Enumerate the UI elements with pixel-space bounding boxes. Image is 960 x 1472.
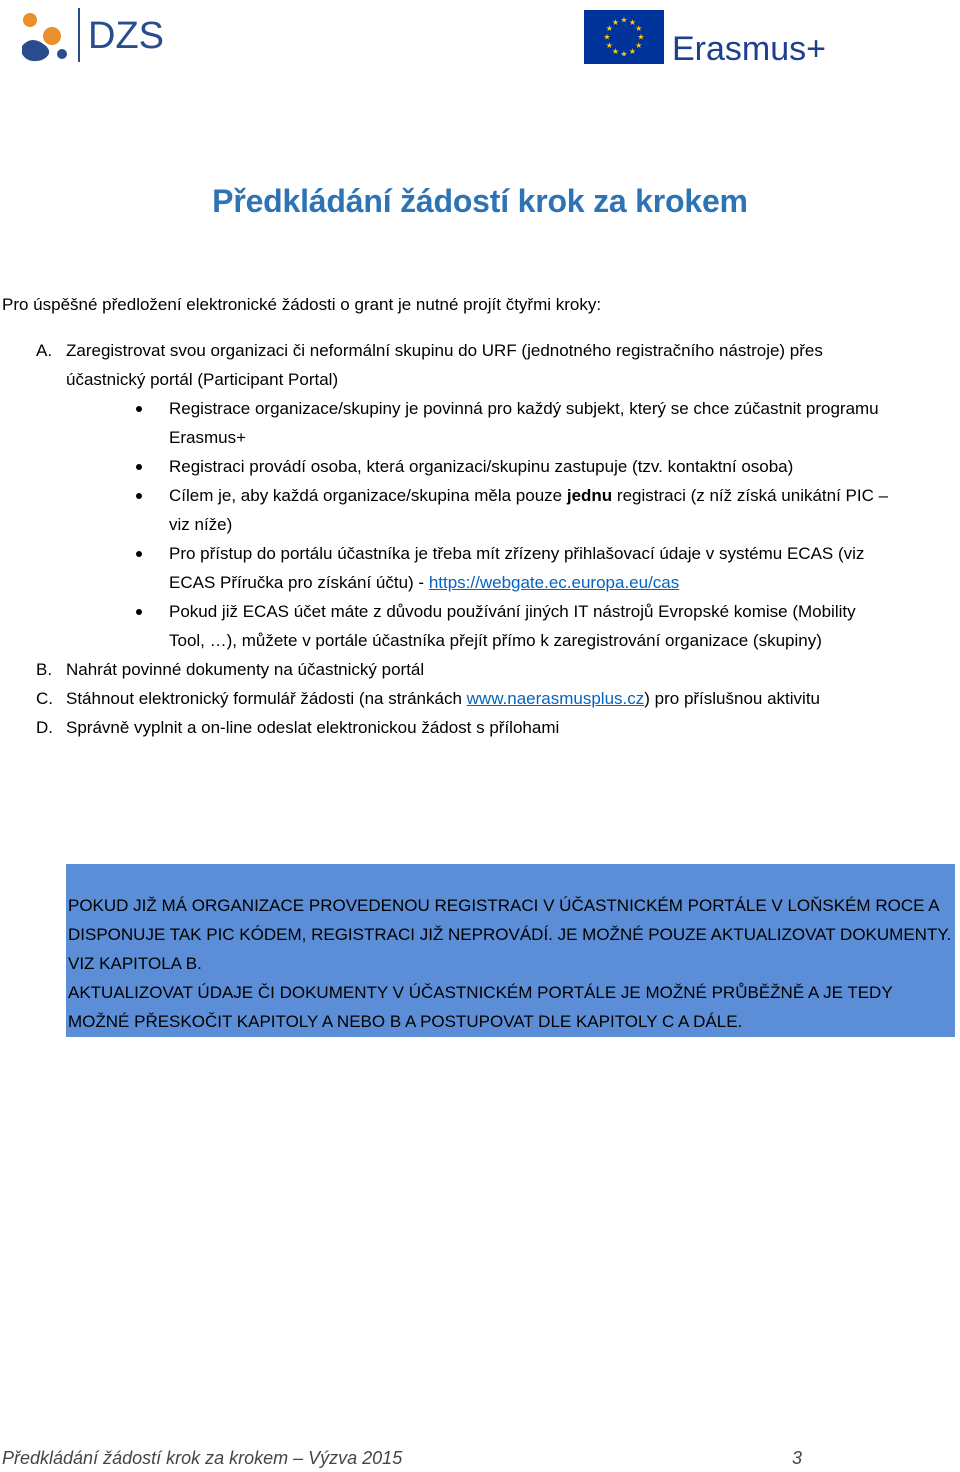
bullet-text: registraci (z níž získá unikátní PIC – <box>612 486 889 505</box>
naerasmusplus-link[interactable]: www.naerasmusplus.cz <box>466 689 645 708</box>
notice-line: MOŽNÉ PŘESKOČIT KAPITOLY A NEBO B A POSTUPOVAT DLE KAPITOLY C A DÁLE. <box>68 1012 743 1031</box>
step-b-marker: B. <box>36 660 53 679</box>
step-c-marker: C. <box>36 689 53 708</box>
bold-word: jednu <box>566 486 613 505</box>
intro-paragraph: Pro úspěšné předložení elektronické žádosti o grant je nutné projít čtyřmi kroky: <box>2 295 602 314</box>
bullet-dot-icon <box>136 464 142 470</box>
dzs-logo-divider <box>78 8 80 62</box>
dzs-logo-orange-blob <box>43 27 61 45</box>
step-a-marker: A. <box>36 341 53 360</box>
eu-star-icon: ★ <box>628 47 637 57</box>
page-title: Předkládání žádostí krok za krokem <box>212 183 748 219</box>
dzs-logo-blue-dot <box>57 49 67 59</box>
bullet-text: Cílem je, aby každá organizace/skupina měla pouze <box>169 486 567 505</box>
bullet-dot-icon <box>136 493 142 499</box>
step-b-text: Nahrát povinné dokumenty na účastnický portál <box>66 660 425 679</box>
eu-star-icon: ★ <box>603 32 611 42</box>
bullet-text: ECAS Příručka pro získání účtu) - <box>169 573 429 592</box>
step-d-text: Správně vyplnit a on-line odeslat elektronickou žádost s přílohami <box>66 718 560 737</box>
eu-star-icon: ★ <box>628 17 637 27</box>
step-a-text-line2: účastnický portál (Participant Portal) <box>66 370 339 389</box>
bullet-text: Tool, …), můžete v portále účastníka přejít přímo k zaregistrování organizace (skupiny) <box>169 631 822 650</box>
eu-star-icon: ★ <box>611 47 620 57</box>
eu-star-icon: ★ <box>611 17 620 27</box>
step-c <box>0 684 955 713</box>
eu-star-icon: ★ <box>635 24 643 33</box>
step-c-text-end: ) pro příslušnou aktivitu <box>644 689 821 708</box>
notice-line: POKUD JIŽ MÁ ORGANIZACE PROVEDENOU REGISTRACI V ÚČASTNICKÉM PORTÁLE V LOŇSKÉM ROCE A <box>68 896 940 915</box>
notice-line: VIZ KAPITOLA B. <box>68 954 202 973</box>
bullet-ecas-access <box>0 539 955 597</box>
eu-star-icon: ★ <box>637 32 645 42</box>
bullet-text: Registrace organizace/skupiny je povinná pro každý subjekt, který se chce zúčastnit programu <box>169 399 879 418</box>
bullet-text-line <box>169 481 949 510</box>
eu-star-icon: ★ <box>605 41 613 50</box>
erasmus-plus-text: Erasmus+ <box>672 30 826 66</box>
notice-box <box>66 864 955 1037</box>
bullet-existing-ecas <box>0 597 955 655</box>
eu-star-icon: ★ <box>635 41 643 50</box>
page-number: 3 <box>792 1448 803 1468</box>
step-c-text: Stáhnout elektronický formulář žádosti (na stránkách <box>66 689 467 708</box>
bullet-one-registration <box>0 481 955 539</box>
bullet-dot-icon <box>136 406 142 412</box>
bullet-text: Pokud již ECAS účet máte z důvodu používání jiných IT nástrojů Evropské komise (Mobility <box>169 602 856 621</box>
step-a-text-line1: Zaregistrovat svou organizaci či neformální skupinu do URF (jednotného registračního nástroje) přes <box>66 341 823 360</box>
bullet-contact-person <box>0 452 955 481</box>
eu-star-icon: ★ <box>605 24 613 33</box>
erasmus-plus-logo <box>584 8 848 66</box>
dzs-logo-orange-dot <box>23 13 37 27</box>
eu-star-icon: ★ <box>620 49 628 59</box>
ecas-link[interactable]: https://webgate.ec.europa.eu/cas <box>428 573 680 592</box>
step-a <box>0 336 955 365</box>
bullet-text: viz níže) <box>169 515 233 534</box>
step-b <box>0 655 955 684</box>
notice-line: DISPONUJE TAK PIC KÓDEM, REGISTRACI JIŽ NEPROVÁDÍ. JE MOŽNÉ POUZE AKTUALIZOVAT DOKUMENTY. <box>68 925 952 944</box>
bullet-registration-required <box>0 394 955 452</box>
step-d-marker: D. <box>36 718 53 737</box>
dzs-logo <box>18 6 178 64</box>
document-body <box>0 290 955 742</box>
dzs-logo-text: DZS <box>88 15 164 57</box>
footer-text: Předkládání žádostí krok za krokem – Výzva 2015 <box>2 1448 403 1468</box>
eu-star-icon: ★ <box>620 15 628 25</box>
bullet-text: Pro přístup do portálu účastníka je třeba mít zřízeny přihlašovací údaje v systému ECAS (viz <box>169 544 865 563</box>
bullet-text: Erasmus+ <box>169 428 246 447</box>
dzs-logo-blue-shape <box>22 40 49 61</box>
notice-line: AKTUALIZOVAT ÚDAJE ČI DOKUMENTY V ÚČASTNICKÉM PORTÁLE JE MOŽNÉ PRŮBĚŽNĚ A JE TEDY <box>68 983 893 1002</box>
bullet-dot-icon <box>136 609 142 615</box>
bullet-text-line <box>169 568 949 597</box>
bullet-text: Registraci provádí osoba, která organizaci/skupinu zastupuje (tzv. kontaktní osoba) <box>169 457 794 476</box>
bullet-dot-icon <box>136 551 142 557</box>
step-d <box>0 713 955 742</box>
